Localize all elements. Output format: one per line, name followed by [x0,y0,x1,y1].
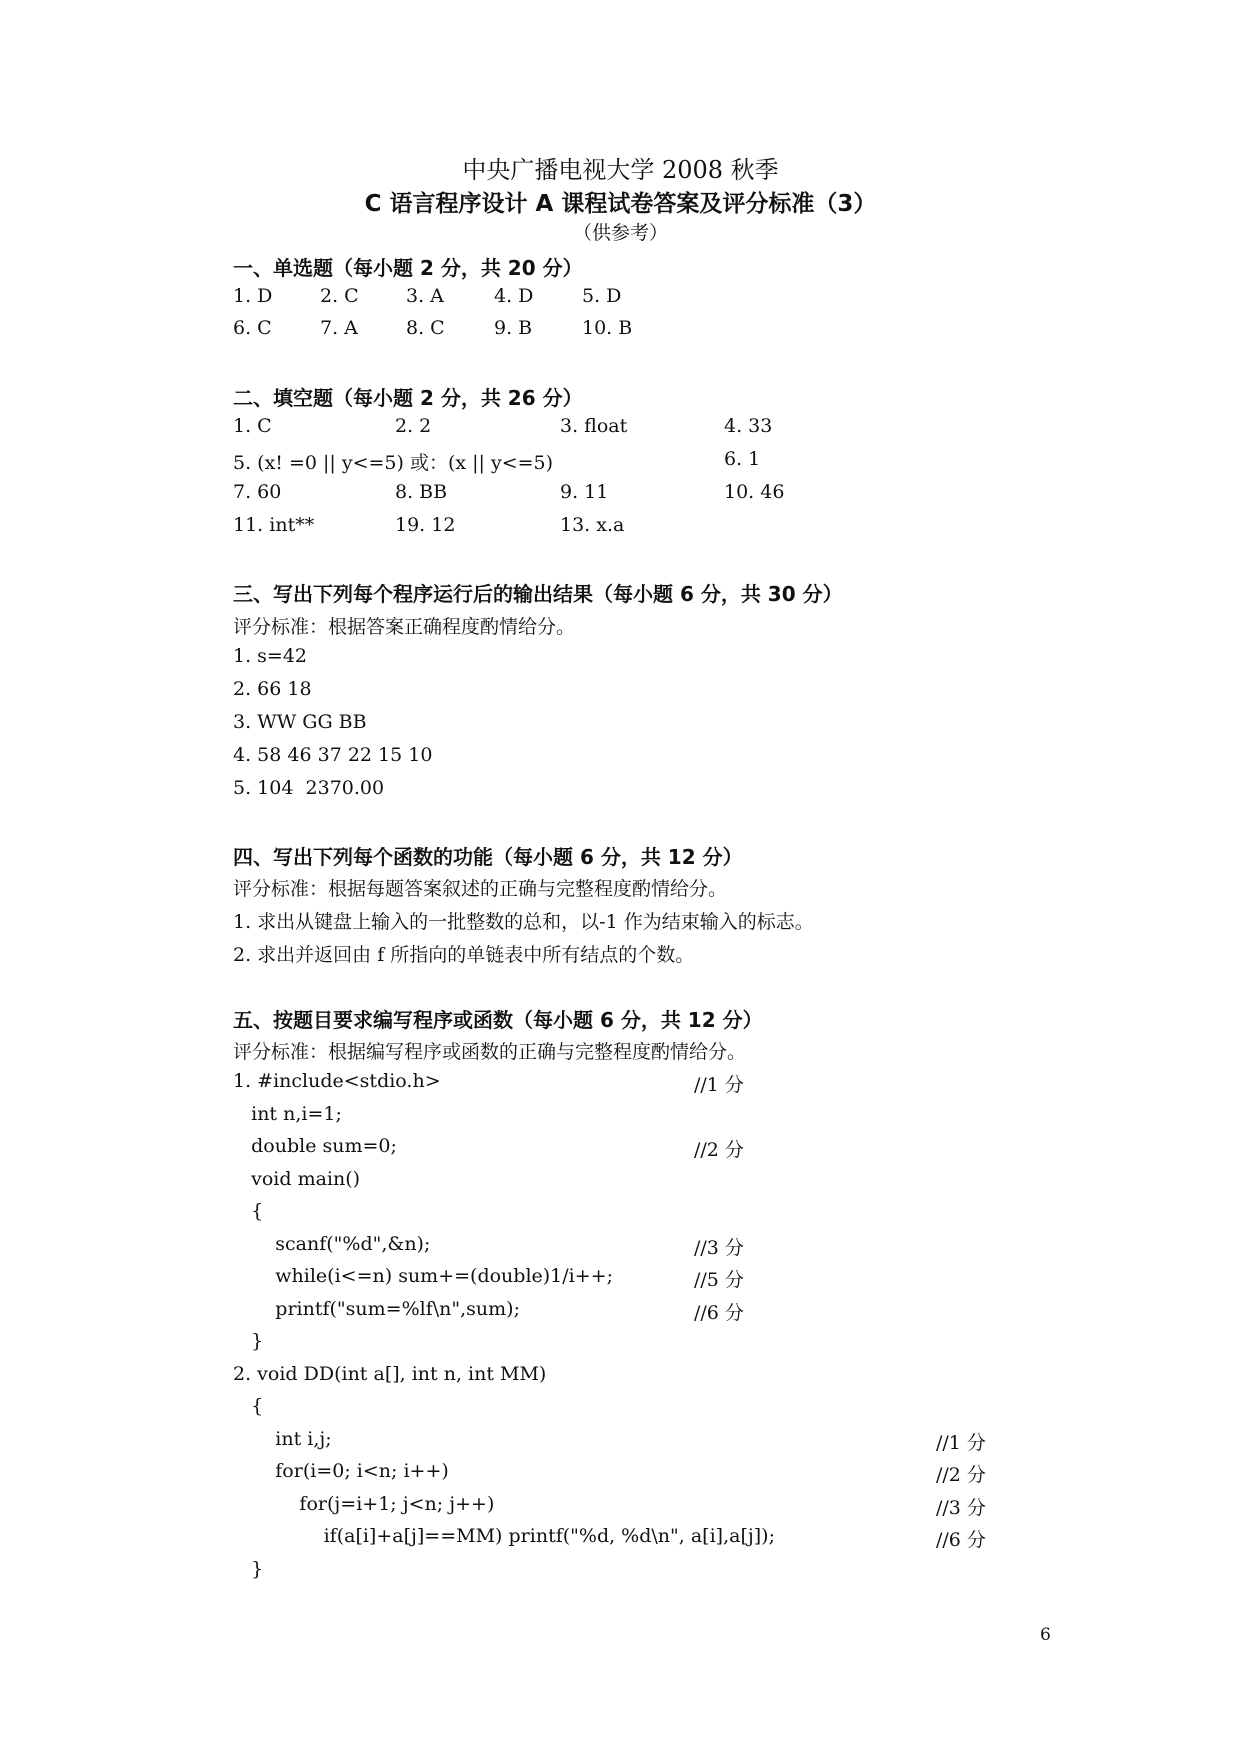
code-line: for(j=i+1; j<n; j++) [233,1493,495,1515]
section4-title: 四、写出下列每个函数的功能（每小题 6 分，共 12 分） [233,845,743,869]
s2-answer: 6. 1 [724,448,761,470]
code-score: //2 分 [694,1139,744,1161]
s1-answer: 5. D [582,285,622,307]
section5-criteria: 评分标准：根据编写程序或函数的正确与完整程度酌情给分。 [233,1041,747,1063]
s3-output: 1. s=42 [233,645,308,667]
code-score: //3 分 [694,1237,744,1259]
code-line: 1. #include<stdio.h> [233,1070,441,1092]
code-score: //6 分 [694,1302,744,1324]
code-line: while(i<=n) sum+=(double)1/i++; [233,1265,613,1287]
s1-answer: 2. C [320,285,359,307]
code-score: //1 分 [936,1432,986,1454]
code-line: } [233,1558,264,1580]
section3-title: 三、写出下列每个程序运行后的输出结果（每小题 6 分，共 30 分） [233,582,843,606]
code-line: 2. void DD(int a[], int n, int MM) [233,1363,547,1385]
code-line: for(i=0; i<n; i++) [233,1460,449,1482]
s1-answer: 3. A [406,285,444,307]
section4-criteria: 评分标准：根据每题答案叙述的正确与完整程度酌情给分。 [233,878,728,900]
code-line: int i,j; [233,1428,332,1450]
section2-title: 二、填空题（每小题 2 分，共 26 分） [233,386,583,410]
s2-answer: 7. 60 [233,481,282,503]
s4-answer: 1. 求出从键盘上输入的一批整数的总和，以-1 作为结束输入的标志。 [233,911,814,933]
section5-title: 五、按题目要求编写程序或函数（每小题 6 分，共 12 分） [233,1008,763,1032]
code-line: if(a[i]+a[j]==MM) printf("%d, %d\n", a[i],a[j]); [233,1525,775,1547]
page-number: 6 [1040,1625,1051,1645]
s3-output: 2. 66 18 [233,678,312,700]
code-score: //6 分 [936,1529,986,1551]
s1-answer: 4. D [494,285,534,307]
code-line: printf("sum=%lf\n",sum); [233,1298,520,1320]
code-score: //1 分 [694,1074,744,1096]
code-line: int n,i=1; [233,1103,342,1125]
section1-title: 一、单选题（每小题 2 分，共 20 分） [233,256,583,280]
code-line: } [233,1330,264,1352]
code-line: { [233,1200,264,1222]
code-score: //2 分 [936,1464,986,1486]
s3-output: 5. 104 2370.00 [233,777,385,799]
code-score: //3 分 [936,1497,986,1519]
code-score: //5 分 [694,1269,744,1291]
code-line: scanf("%d",&n); [233,1233,431,1255]
s1-answer: 8. C [406,317,445,339]
s2-answer: 5. (x! =0 || y<=5) 或：(x || y<=5) [233,452,554,474]
s2-answer: 4. 33 [724,415,773,437]
code-line: double sum=0; [233,1135,397,1157]
s1-answer: 1. D [233,285,273,307]
s2-answer: 13. x.a [560,514,625,536]
s1-answer: 6. C [233,317,272,339]
code-line: { [233,1395,264,1417]
s2-answer: 19. 12 [395,514,456,536]
page-title-course: C 语言程序设计 A 课程试卷答案及评分标准（3） [364,191,877,217]
s2-answer: 10. 46 [724,481,785,503]
s2-answer: 1. C [233,415,272,437]
page-subtitle: （供参考） [572,222,668,244]
s2-answer: 3. float [560,415,628,437]
s1-answer: 10. B [582,317,633,339]
s2-answer: 2. 2 [395,415,432,437]
code-line: void main() [233,1168,361,1190]
s2-answer: 8. BB [395,481,448,503]
s1-answer: 7. A [320,317,358,339]
s2-answer: 11. int** [233,514,315,536]
page-title-institution: 中央广播电视大学 2008 秋季 [462,156,779,184]
s1-answer: 9. B [494,317,533,339]
s4-answer: 2. 求出并返回由 f 所指向的单链表中所有结点的个数。 [233,944,695,966]
s3-output: 3. WW GG BB [233,711,367,733]
s3-output: 4. 58 46 37 22 15 10 [233,744,433,766]
s2-answer: 9. 11 [560,481,609,503]
section3-criteria: 评分标准：根据答案正确程度酌情给分。 [233,616,576,638]
